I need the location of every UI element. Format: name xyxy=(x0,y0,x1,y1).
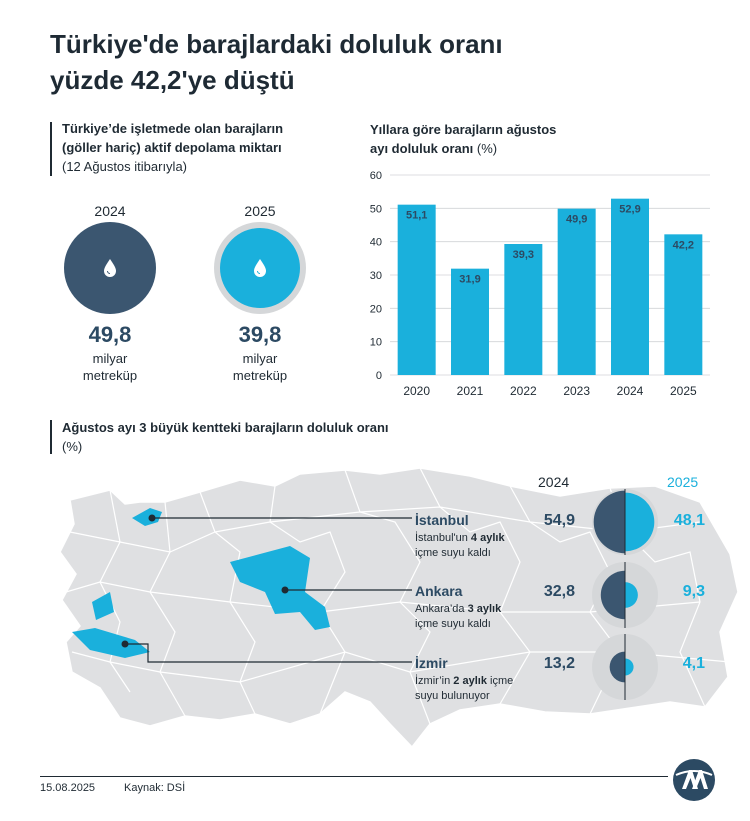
footer-rule xyxy=(40,776,668,777)
y-tick-label: 60 xyxy=(369,170,382,182)
col-header-2024: 2024 xyxy=(538,474,570,490)
bar-value-label: 52,9 xyxy=(619,203,641,216)
x-tick-label: 2020 xyxy=(403,384,431,398)
section-marker xyxy=(50,122,52,176)
section-marker xyxy=(50,420,52,454)
city-name-izmir: İzmir xyxy=(415,655,448,671)
unit-line: metreküp xyxy=(82,368,138,383)
cities-heading xyxy=(62,418,389,456)
storage-heading xyxy=(62,119,283,176)
city-note-ankara xyxy=(415,602,501,632)
note-text: suyu bulunuyor xyxy=(415,690,490,702)
city-comparison-glyphs xyxy=(585,485,665,710)
y-tick-label: 30 xyxy=(369,270,382,282)
bar-2025 xyxy=(664,234,702,375)
storage-circles xyxy=(60,218,310,318)
storage-value-2025: 39,8 xyxy=(238,322,282,347)
storage-value-2024: 49,8 xyxy=(88,322,132,347)
ankara-point xyxy=(282,587,289,594)
note-text: içme suyu kaldı xyxy=(415,547,491,559)
y-tick-label: 40 xyxy=(369,236,382,249)
x-tick-label: 2023 xyxy=(563,384,591,398)
city-name-ankara: Ankara xyxy=(415,583,463,599)
bar-value-label: 51,1 xyxy=(405,209,428,222)
storage-heading-line-2: (göller hariç) aktif depolama miktarı xyxy=(62,140,282,155)
note-text: içme suyu kaldı xyxy=(415,618,491,630)
y-tick-label: 20 xyxy=(369,303,382,316)
note-text: İzmir’in xyxy=(415,675,454,687)
bar-value-label: 31,9 xyxy=(459,273,481,286)
city-value-2025-ankara: 9,3 xyxy=(682,583,705,600)
x-tick-label: 2024 xyxy=(616,384,644,398)
bar-value-label: 39,3 xyxy=(512,249,535,261)
cities-heading-line: Ağustos ayı 3 büyük kentteki barajların doluluk oranı xyxy=(62,420,389,435)
note-bold: 2 aylık xyxy=(453,675,487,687)
storage-heading-line-1: Türkiye’de işletmede olan barajların xyxy=(62,121,284,136)
city-value-2024-istanbul: 54,9 xyxy=(543,512,575,529)
page-title xyxy=(50,26,610,98)
bar-2024 xyxy=(611,199,649,375)
note-text: İstanbul'un xyxy=(415,532,471,544)
bar-2020 xyxy=(398,205,436,375)
y-tick-label: 50 xyxy=(369,203,382,216)
istanbul-point xyxy=(149,515,156,522)
chart-title-unit: (%) xyxy=(473,141,498,156)
note-text: Ankara’da xyxy=(415,603,468,615)
half-disc-2024 xyxy=(594,491,625,554)
unit-line: milyar xyxy=(92,351,128,366)
bar-value-label: 49,9 xyxy=(565,213,588,226)
chart-title-line-2: ayı doluluk oranı xyxy=(370,141,474,156)
city-note-izmir xyxy=(415,674,513,704)
col-header-2025: 2025 xyxy=(667,474,699,490)
city-value-2025-istanbul: 48,1 xyxy=(673,512,705,529)
footer-date: 15.08.2025 xyxy=(40,782,96,794)
bar-2023 xyxy=(558,209,596,375)
footer-source: Kaynak: DSİ xyxy=(124,782,186,794)
title-line-2: yüzde 42,2'ye düştü xyxy=(50,65,295,95)
unit-line: milyar xyxy=(242,351,278,366)
city-note-istanbul xyxy=(415,531,505,561)
x-tick-label: 2021 xyxy=(456,384,484,398)
note-bold: 4 aylık xyxy=(470,532,505,544)
cities-heading-sub: (%) xyxy=(62,439,83,454)
chart-title-line-1: Yıllara göre barajların ağustos xyxy=(370,122,557,137)
bar-2022 xyxy=(504,244,542,375)
note-text: içme xyxy=(486,675,514,687)
city-value-2024-izmir: 13,2 xyxy=(543,655,575,672)
x-tick-label: 2022 xyxy=(509,384,537,398)
aa-logo xyxy=(672,758,716,802)
chart-title xyxy=(370,120,556,158)
note-bold: 3 aylık xyxy=(467,603,502,615)
storage-unit-2024 xyxy=(60,350,160,384)
storage-year-2024: 2024 xyxy=(94,203,126,219)
title-line-1: Türkiye'de barajlardaki doluluk oranı xyxy=(50,29,503,59)
unit-line: metreküp xyxy=(232,368,288,383)
y-tick-label: 10 xyxy=(369,336,382,349)
bar-value-label: 42,2 xyxy=(672,239,695,252)
storage-year-2025: 2025 xyxy=(244,203,276,219)
city-value-2025-izmir: 4,1 xyxy=(682,655,705,672)
x-tick-label: 2025 xyxy=(669,384,697,398)
y-tick-label: 0 xyxy=(375,370,382,382)
bar-chart xyxy=(360,165,730,405)
storage-heading-sub: (12 Ağustos itibarıyla) xyxy=(62,159,188,174)
storage-unit-2025 xyxy=(210,350,310,384)
city-name-istanbul: İstanbul xyxy=(415,512,469,528)
city-value-2024-ankara: 32,8 xyxy=(543,583,575,600)
izmir-point xyxy=(122,641,129,648)
